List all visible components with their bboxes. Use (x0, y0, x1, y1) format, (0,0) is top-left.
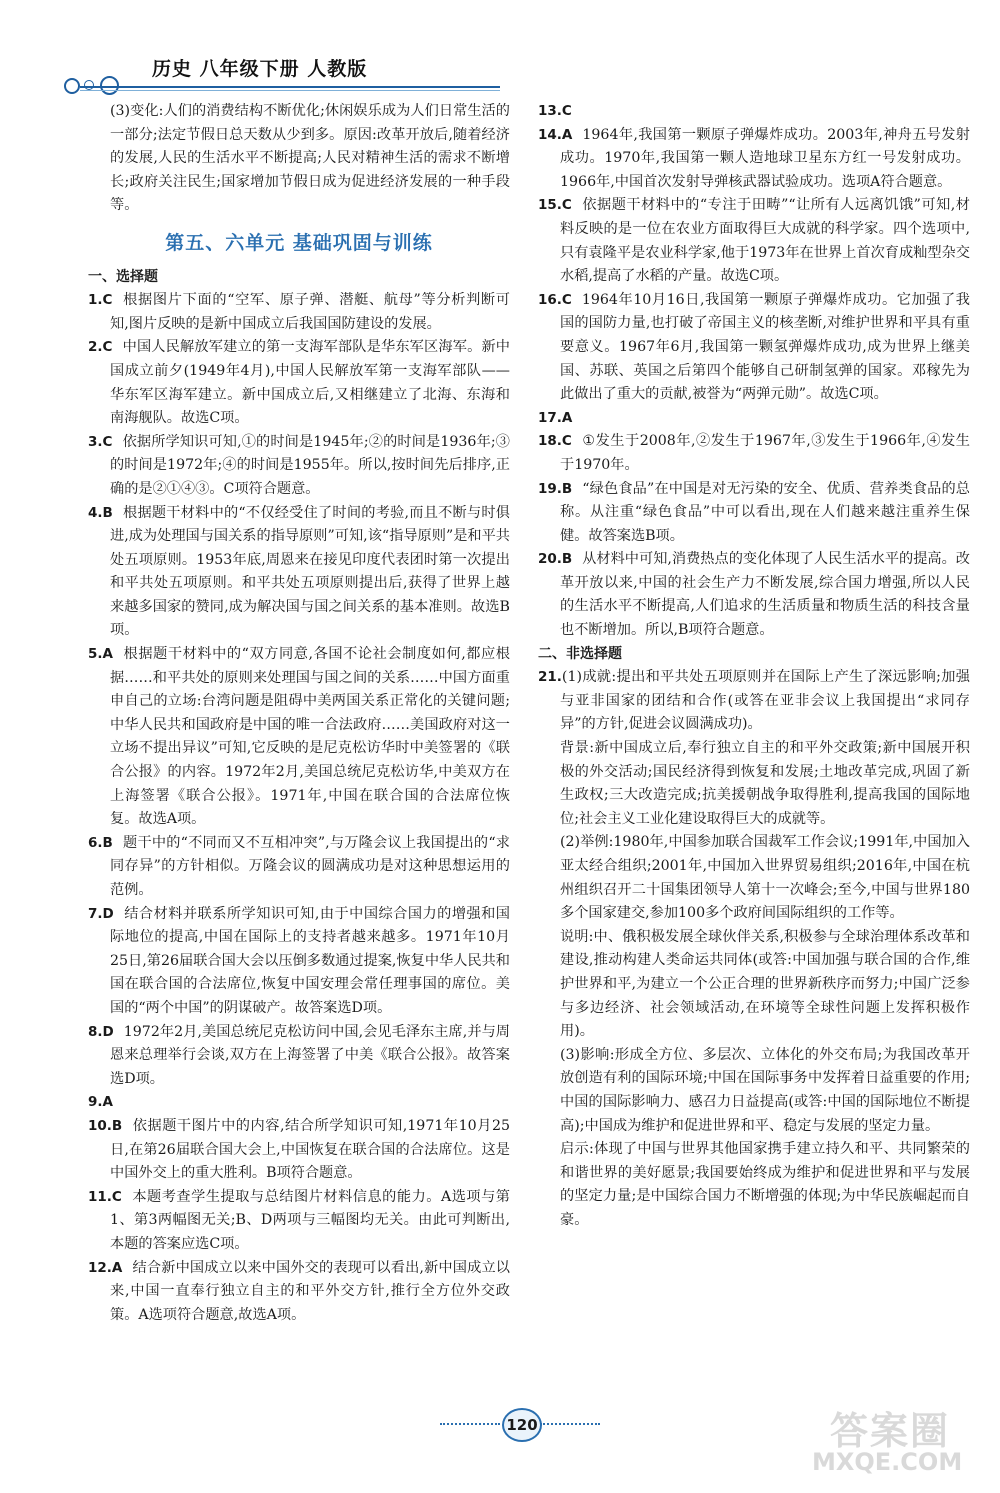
intro-paragraph: (3)变化:人们的消费结构不断优化;休闲娱乐成为人们日常生活的一部分;法定节假日总天数从少到多。原因:改革开放后,随着经济的发展,人民的生活水平不断提高;人民对精神生活的需求不断增长;政府关注民生;国家增加节假日成为促进经济发展的一种手段等。 (110, 103, 510, 214)
answer-number: 14.A (538, 126, 573, 143)
page-footer (440, 1406, 600, 1442)
answer-list (538, 100, 970, 643)
page-header (60, 48, 500, 98)
q21-part1 (538, 666, 970, 737)
watermark-text: 答案圈 (830, 1409, 951, 1453)
answer-number: 21. (538, 669, 562, 686)
page-number: 120 (502, 1408, 542, 1442)
answer-item (88, 1115, 510, 1186)
answer-text: 结合材料并联系所学知识可知,由于中国综合国力的增强和国际地位的提高,中国在国际上的支持者越来越多。1971年10月25日,第26届联合国大会以压倒多数通过提案,恢复中华人民共和国在联合国的合法席位,恢复中国安理会常任理事国的席位。美国的“两个中国”的阴谋破产。故答案选D项。 (110, 905, 510, 1016)
watermark-url: MXQE.COM (812, 1448, 963, 1476)
q21-explanation: 说明:中、俄积极发展全球伙伴关系,积极参与全球治理体系改革和建设,推动构建人类命运共同体(或答:中国加强与联合国的合作,维护世界和平,为建立一个公正合理的世界新秩序而努力;中国广泛参与多边经济、社会领域活动,在环境等全球性问题上发挥积极作用)。 (560, 928, 970, 1040)
right-column (538, 100, 970, 1233)
left-column (88, 100, 510, 1327)
answer-item (88, 431, 510, 502)
footer-dots (540, 1423, 600, 1425)
answer-number: 15.C (538, 197, 572, 214)
answer-item (88, 903, 510, 1021)
answer-item (88, 1091, 510, 1115)
answer-item (538, 548, 970, 642)
answer-list (88, 289, 510, 1327)
answer-item (88, 1186, 510, 1257)
answer-text: 依据题干材料中的“专注于田畴”“让所有人远离饥饿”可知,材料反映的是一位在农业方面取得巨大成就的科学家。四个选项中,只有袁隆平是农业科学家,他于1973年在世界上首次育成籼型杂交水稻,提高了水稻的产量。故选C项。 (560, 197, 970, 285)
answer-text: 1964年10月16日,我国第一颗原子弹爆炸成功。它加强了我国的国防力量,也打破了帝国主义的核垄断,对维护世界和平具有重要意义。1967年6月,我国第一颗氢弹爆炸成功,成为世界上继美国、苏联、英国之后第四个能够自己研制氢弹的国家。邓稼先为此做出了重大的贡献,被誉为“两弹元勋”。故选C项。 (560, 291, 970, 403)
answer-text: (1)成就:提出和平共处五项原则并在国际上产生了深远影响;加强与亚非国家的团结和合作(或答在亚非会议上我国提出“求同存异”的方针,促进会议圆满成功)。 (560, 669, 970, 733)
answer-number: 4.B (88, 504, 113, 521)
book-title: 历史 八年级下册 人教版 (152, 58, 368, 80)
answer-number: 11.C (88, 1188, 122, 1205)
decor-circle-icon (84, 80, 94, 90)
unit-title: 第五、六单元 基础巩固与训练 (165, 231, 433, 254)
answer-number: 6.B (88, 834, 113, 851)
answer-number: 1.C (88, 292, 113, 309)
q21-part2: (2)举例:1980年,中国参加联合国裁军工作会议;1991年,中国加入亚太经合组织;2001年,中国加入世界贸易组织;2016年,中国在杭州组织召开二十国集团领导人第十一次峰会;至今,中国与世界180多个国家建交,参加100多个政府间国际组织的工作等。 (560, 834, 970, 922)
answer-item (88, 1021, 510, 1092)
answer-number: 19.B (538, 480, 573, 497)
answer-number: 13.C (538, 103, 572, 119)
answer-text: 根据题干材料中的“不仅经受住了时间的考验,而且不断与时俱进,成为处理国与国关系的指导原则”可知,该“指导原则”是和平共处五项原则。1953年底,周恩来在接见印度代表团时第一次提出和平共处五项原则。和平共处五项原则提出后,获得了世界上越来越多国家的赞同,成为解决国与国之间关系的基本准则。故选B项。 (110, 504, 510, 639)
answer-item (88, 643, 510, 832)
answer-item (538, 194, 970, 288)
footer-dots (440, 1423, 500, 1425)
watermark-logo (800, 1400, 990, 1485)
answer-number: 3.C (88, 433, 113, 450)
section-heading-choice: 一、选择题 (88, 268, 158, 285)
answer-text: 1972年2月,美国总统尼克松访问中国,会见毛泽东主席,并与周恩来总理举行会谈,双方在上海签署了中美《联合公报》。故答案选D项。 (110, 1023, 510, 1087)
answer-text: “绿色食品”在中国是对无污染的安全、优质、营养类食品的总称。从注重“绿色食品”中可以看出,现在人们越来越注重养生保健。故答案选B项。 (560, 480, 970, 544)
q21-background: 背景:新中国成立后,奉行独立自主的和平外交政策;新中国展开积极的外交活动;国民经济得到恢复和发展;土地改革完成,巩固了新生政权;三大改造完成;抗美援朝战争取得胜利,提高我国的国际地位;社会主义工业化建设取得巨大的成就等。 (560, 740, 970, 827)
answer-item (538, 430, 970, 477)
answer-number: 12.A (88, 1259, 123, 1276)
answer-item (88, 289, 510, 336)
answer-text: 中国人民解放军建立的第一支海军部队是华东军区海军。新中国成立前夕(1949年4月),中国人民解放军第一支海军部队——华东军区海军建立。新中国成立后,又相继建立了北海、东海和南海舰队。故选C项。 (110, 339, 510, 427)
answer-number: 7.D (88, 905, 114, 922)
decor-circle-icon (64, 78, 80, 94)
answer-number: 18.C (538, 433, 572, 450)
answer-text: 本题考查学生提取与总结图片材料信息的能力。A选项与第1、第3两幅图无关;B、D两项与三幅图均无关。由此可判断出,本题的答案应选C项。 (110, 1188, 510, 1252)
q21-insight: 启示:体现了中国与世界其他国家携手建立持久和平、共同繁荣的和谐世界的美好愿景;我国要始终成为维护和促进世界和平与发展的坚定力量;是中国综合国力不断增强的体现;为中华民族崛起而自豪。 (560, 1141, 970, 1228)
answer-item (88, 832, 510, 903)
answer-number: 20.B (538, 551, 573, 568)
answer-item (88, 502, 510, 644)
answer-text: 结合新中国成立以来中国外交的表现可以看出,新中国成立以来,中国一直奉行独立自主的和平外交方针,推行全方位外交政策。A选项符合题意,故选A项。 (110, 1259, 510, 1323)
answer-item (538, 289, 970, 407)
answer-text: 依据所学知识可知,①的时间是1945年;②的时间是1936年;③的时间是1972年;④的时间是1955年。所以,按时间先后排序,正确的是②①④③。C项符合题意。 (110, 433, 510, 497)
answer-item (88, 336, 510, 430)
answer-text: 从材料中可知,消费热点的变化体现了人民生活水平的提高。改革开放以来,中国的社会生产力不断发展,综合国力增强,所以人民的生活水平不断提高,人们追求的生活质量和物质生活的科技含量也不断增加。所以,B项符合题意。 (560, 551, 970, 639)
header-rule (80, 86, 500, 88)
section-heading-nonchoice: 二、非选择题 (538, 645, 622, 662)
answer-item (538, 478, 970, 549)
answer-text: 1964年,我国第一颗原子弹爆炸成功。2003年,神舟五号发射成功。1970年,我国第一颗人造地球卫星东方红一号发射成功。1966年,中国首次发射导弹核武器试验成功。选项A符合题意。 (560, 126, 970, 190)
q21-part3: (3)影响:形成全方位、多层次、立体化的外交布局;为我国改革开放创造有利的国际环境;中国在国际事务中发挥着日益重要的作用;中国的国际影响力、感召力日益提高(或答:中国的国际地位不断提高);中国成为维护和促进世界和平、稳定与发展的坚定力量。 (560, 1046, 970, 1134)
answer-item (88, 1257, 510, 1328)
answer-text: 题干中的“不同而又不互相冲突”,与万隆会议上我国提出的“求同存异”的方针相似。万隆会议的圆满成功是对这种思想运用的范例。 (110, 834, 510, 898)
answer-number: 17.A (538, 409, 573, 426)
answer-number: 10.B (88, 1117, 123, 1134)
answer-number: 5.A (88, 646, 113, 663)
answer-text: 根据图片下面的“空军、原子弹、潜艇、航母”等分析判断可知,图片反映的是新中国成立后我国国防建设的发展。 (110, 292, 510, 332)
header-rule-thin (80, 90, 500, 91)
answer-number: 8.D (88, 1023, 114, 1040)
question-21 (538, 666, 970, 1232)
answer-number: 9.A (88, 1094, 113, 1111)
answer-number: 16.C (538, 291, 572, 308)
answer-text: ①发生于2008年,②发生于1967年,③发生于1966年,④发生于1970年。 (560, 433, 970, 473)
answer-item (538, 407, 970, 431)
answer-text: 根据题干材料中的“双方同意,各国不论社会制度如何,都应根据……和平共处的原则来处理国与国之间的关系……中国方面重申自己的立场:台湾问题是阻碍中美两国关系正常化的关键问题;中华人民共和国政府是中国的唯一合法政府……美国政府对这一立场不提出异议”可知,它反映的是尼克松访华时中美签署的《联合公报》的内容。1972年2月,美国总统尼克松访华,中美双方在上海签署《联合公报》。1971年,中国在联合国的合法席位恢复。故选A项。 (110, 646, 510, 828)
answer-text: 依据题干图片中的内容,结合所学知识可知,1971年10月25日,在第26届联合国大会上,中国恢复在联合国的合法席位。这是中国外交上的重大胜利。B项符合题意。 (110, 1117, 510, 1182)
answer-number: 2.C (88, 339, 113, 356)
answer-item (538, 100, 970, 124)
answer-item (538, 124, 970, 195)
